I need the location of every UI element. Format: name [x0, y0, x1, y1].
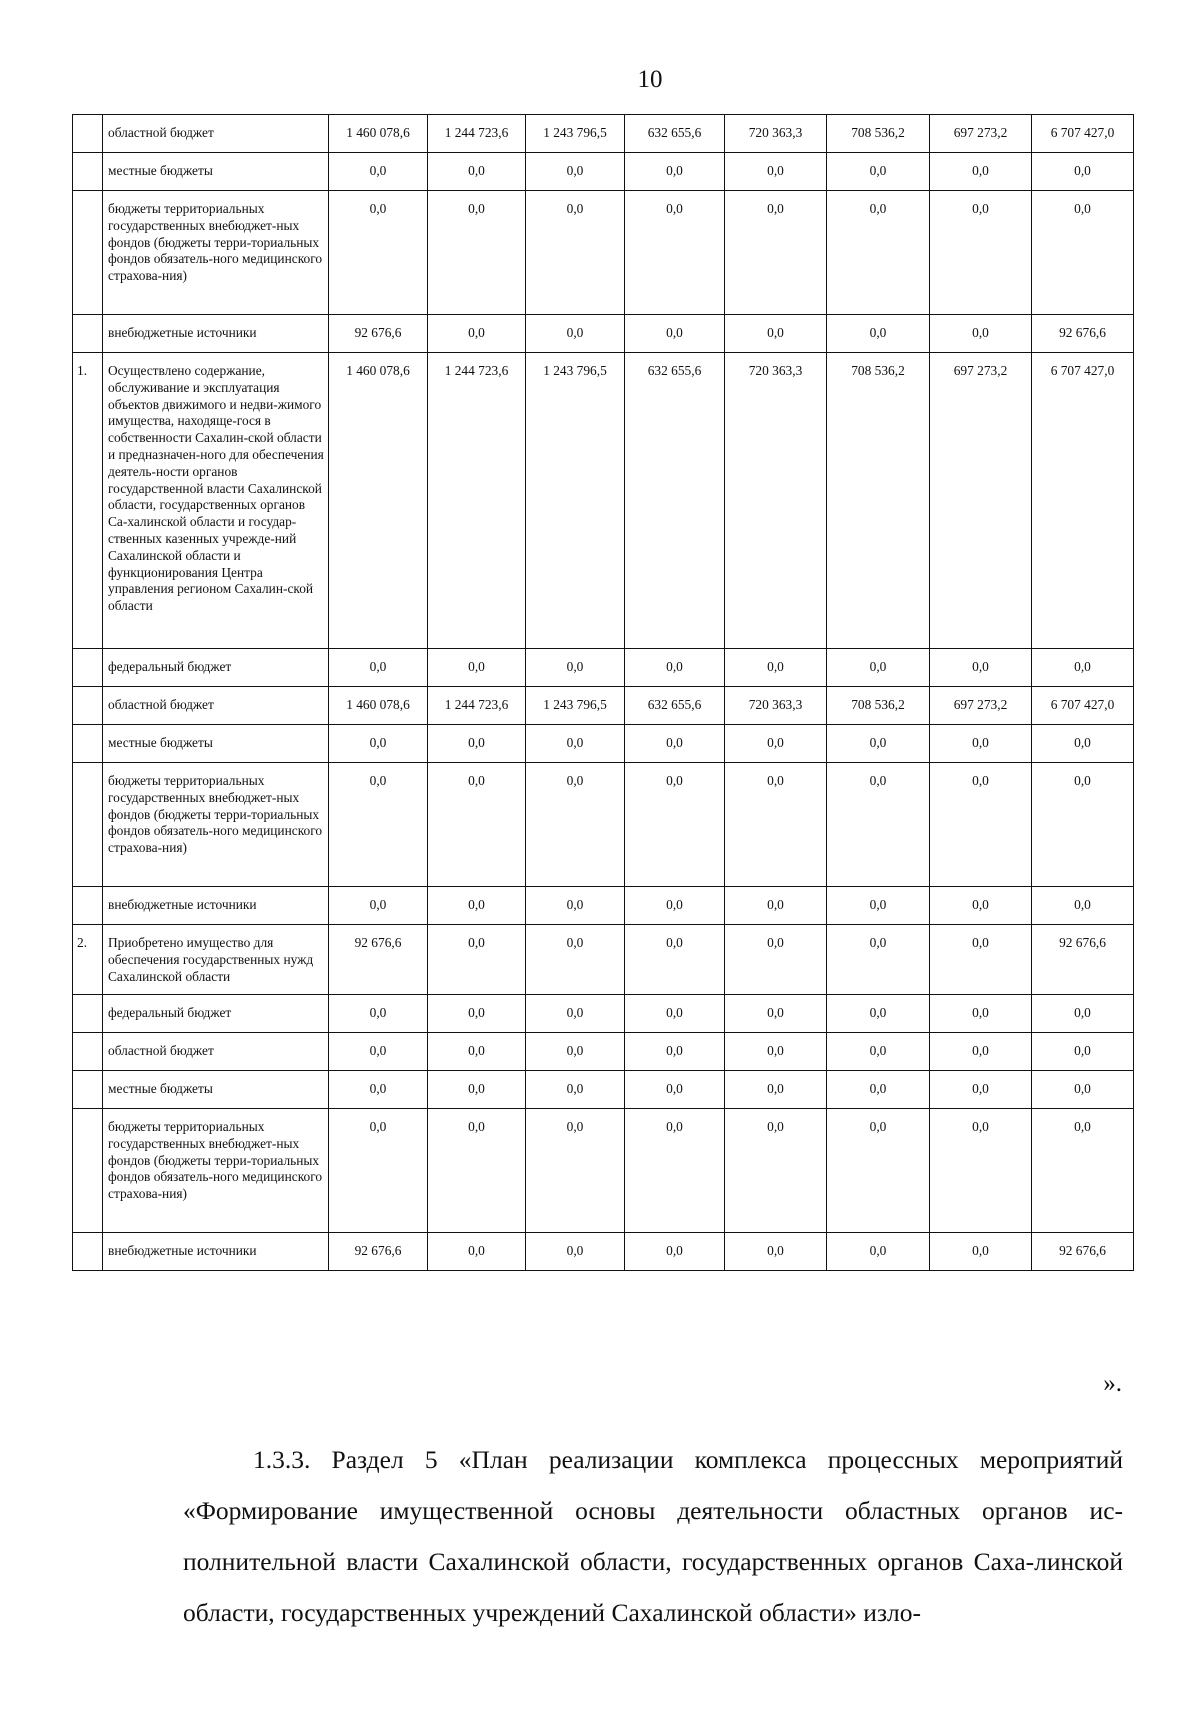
value-cell: 0,0 [725, 1109, 827, 1233]
row-index [73, 1233, 103, 1271]
value-cell: 0,0 [827, 725, 930, 763]
value-cell: 0,0 [827, 1109, 930, 1233]
value-cell: 0,0 [428, 1233, 526, 1271]
value-cell: 0,0 [930, 763, 1032, 887]
value-cell: 92 676,6 [329, 315, 428, 353]
row-label: бюджеты территориальных государственных внебюджет-ных фондов (бюджеты терри-ториальных фондов обязатель-ного медицинского страхова-ния) [103, 763, 329, 887]
table-row [73, 887, 1134, 925]
value-cell: 697 273,2 [930, 353, 1032, 649]
row-label: областной бюджет [103, 687, 329, 725]
value-cell: 0,0 [526, 763, 625, 887]
page-number: 10 [637, 66, 663, 93]
row-label: местные бюджеты [103, 725, 329, 763]
value-cell: 0,0 [827, 763, 930, 887]
value-cell: 0,0 [725, 887, 827, 925]
value-cell: 0,0 [428, 725, 526, 763]
value-cell: 0,0 [526, 315, 625, 353]
value-cell: 0,0 [428, 315, 526, 353]
value-cell: 0,0 [1032, 1033, 1134, 1071]
value-cell: 0,0 [526, 153, 625, 191]
value-cell: 6 707 427,0 [1032, 115, 1134, 153]
table-row [73, 687, 1134, 725]
value-cell: 0,0 [725, 191, 827, 315]
value-cell: 0,0 [1032, 649, 1134, 687]
value-cell: 6 707 427,0 [1032, 353, 1134, 649]
table-row [73, 115, 1134, 153]
value-cell: 0,0 [725, 995, 827, 1033]
value-cell: 0,0 [428, 995, 526, 1033]
row-label: местные бюджеты [103, 1071, 329, 1109]
table-row [73, 1109, 1134, 1233]
value-cell: 0,0 [1032, 725, 1134, 763]
value-cell: 0,0 [930, 649, 1032, 687]
body-paragraph: 1.3.3. Раздел 5 «План реализации комплекса процессных мероприятий «Формирование имущественной основы деятельности областных органов ис-полнительной власти Сахалинской области, государственных органов Саха-линской области, государственных учреждений Сахалинской области» изло- [183, 1444, 1123, 1627]
value-cell: 0,0 [930, 1071, 1032, 1109]
value-cell: 0,0 [526, 925, 625, 995]
value-cell: 0,0 [526, 1033, 625, 1071]
value-cell: 0,0 [329, 763, 428, 887]
table-row [73, 649, 1134, 687]
row-label: бюджеты территориальных государственных внебюджет-ных фондов (бюджеты терри-ториальных фондов обязатель-ного медицинского страхова-ния) [103, 1109, 329, 1233]
row-index [73, 153, 103, 191]
row-label: внебюджетные источники [103, 1233, 329, 1271]
value-cell: 0,0 [725, 1071, 827, 1109]
value-cell: 0,0 [930, 1233, 1032, 1271]
value-cell: 0,0 [725, 1033, 827, 1071]
value-cell: 0,0 [1032, 191, 1134, 315]
value-cell: 720 363,3 [725, 687, 827, 725]
row-label: федеральный бюджет [103, 649, 329, 687]
row-label: областной бюджет [103, 1033, 329, 1071]
row-index: 2. [73, 925, 103, 995]
value-cell: 0,0 [827, 925, 930, 995]
table-row [73, 1233, 1134, 1271]
value-cell: 6 707 427,0 [1032, 687, 1134, 725]
row-index: 1. [73, 353, 103, 649]
value-cell: 0,0 [428, 1071, 526, 1109]
value-cell: 0,0 [930, 995, 1032, 1033]
table-row [73, 925, 1134, 995]
value-cell: 708 536,2 [827, 687, 930, 725]
value-cell: 0,0 [827, 191, 930, 315]
value-cell: 0,0 [725, 315, 827, 353]
value-cell: 0,0 [625, 1033, 725, 1071]
value-cell: 0,0 [827, 995, 930, 1033]
value-cell: 92 676,6 [329, 925, 428, 995]
value-cell: 0,0 [1032, 887, 1134, 925]
value-cell: 1 244 723,6 [428, 687, 526, 725]
value-cell: 1 243 796,5 [526, 353, 625, 649]
value-cell: 0,0 [428, 925, 526, 995]
value-cell: 0,0 [1032, 763, 1134, 887]
value-cell: 0,0 [930, 153, 1032, 191]
value-cell: 0,0 [329, 725, 428, 763]
value-cell: 92 676,6 [1032, 1233, 1134, 1271]
value-cell: 0,0 [1032, 995, 1134, 1033]
value-cell: 0,0 [625, 191, 725, 315]
table-row [73, 763, 1134, 887]
value-cell: 0,0 [827, 887, 930, 925]
value-cell: 697 273,2 [930, 115, 1032, 153]
value-cell: 0,0 [930, 1033, 1032, 1071]
budget-table [72, 114, 1134, 1271]
value-cell: 0,0 [827, 1233, 930, 1271]
value-cell: 0,0 [329, 191, 428, 315]
value-cell: 0,0 [428, 1109, 526, 1233]
value-cell: 0,0 [428, 649, 526, 687]
value-cell: 0,0 [526, 1071, 625, 1109]
row-index [73, 1109, 103, 1233]
value-cell: 0,0 [725, 153, 827, 191]
value-cell: 0,0 [329, 1071, 428, 1109]
table-body [73, 115, 1134, 1271]
row-index [73, 1071, 103, 1109]
value-cell: 0,0 [428, 191, 526, 315]
value-cell: 0,0 [827, 315, 930, 353]
value-cell: 0,0 [725, 1233, 827, 1271]
table-row [73, 315, 1134, 353]
value-cell: 0,0 [827, 153, 930, 191]
row-label: Осуществлено содержание, обслуживание и эксплуатация объектов движимого и недви-жимого имущества, находяще-гося в собственности Сахалин-ской области и предназначен-ного для обеспечения деятель-ности органов государственной власти Сахалинской области, государственных органов Са-халинской области и государ-ственных казенных учрежде-ний Сахалинской области и функционирования Центра управления регионом Сахалин-ской области [103, 353, 329, 649]
value-cell: 0,0 [1032, 1109, 1134, 1233]
value-cell: 632 655,6 [625, 115, 725, 153]
value-cell: 92 676,6 [1032, 315, 1134, 353]
row-index [73, 995, 103, 1033]
row-label: Приобретено имущество для обеспечения государственных нужд Сахалинской области [103, 925, 329, 995]
value-cell: 0,0 [428, 153, 526, 191]
row-label: областной бюджет [103, 115, 329, 153]
value-cell: 92 676,6 [329, 1233, 428, 1271]
value-cell: 0,0 [625, 763, 725, 887]
value-cell: 1 244 723,6 [428, 353, 526, 649]
value-cell: 0,0 [930, 315, 1032, 353]
value-cell: 0,0 [526, 1233, 625, 1271]
value-cell: 0,0 [625, 1109, 725, 1233]
value-cell: 0,0 [329, 887, 428, 925]
row-index [73, 315, 103, 353]
value-cell: 0,0 [625, 725, 725, 763]
row-index [73, 191, 103, 315]
value-cell: 0,0 [625, 315, 725, 353]
value-cell: 1 460 078,6 [329, 115, 428, 153]
value-cell: 0,0 [930, 725, 1032, 763]
value-cell: 0,0 [526, 191, 625, 315]
value-cell: 0,0 [827, 649, 930, 687]
value-cell: 1 244 723,6 [428, 115, 526, 153]
row-index [73, 115, 103, 153]
value-cell: 708 536,2 [827, 353, 930, 649]
table-row [73, 153, 1134, 191]
value-cell: 720 363,3 [725, 115, 827, 153]
row-label: бюджеты территориальных государственных внебюджет-ных фондов (бюджеты терри-ториальных фондов обязатель-ного медицинского страхова-ния) [103, 191, 329, 315]
value-cell: 0,0 [625, 649, 725, 687]
value-cell: 0,0 [428, 887, 526, 925]
value-cell: 0,0 [930, 887, 1032, 925]
value-cell: 632 655,6 [625, 687, 725, 725]
table-row [73, 725, 1134, 763]
value-cell: 0,0 [329, 649, 428, 687]
value-cell: 0,0 [930, 925, 1032, 995]
value-cell: 1 243 796,5 [526, 115, 625, 153]
value-cell: 0,0 [930, 1109, 1032, 1233]
value-cell: 0,0 [428, 763, 526, 887]
value-cell: 0,0 [329, 1033, 428, 1071]
value-cell: 0,0 [625, 995, 725, 1033]
value-cell: 0,0 [625, 1071, 725, 1109]
value-cell: 632 655,6 [625, 353, 725, 649]
table-row [73, 1033, 1134, 1071]
row-index [73, 763, 103, 887]
value-cell: 0,0 [625, 887, 725, 925]
row-index [73, 649, 103, 687]
value-cell: 0,0 [625, 925, 725, 995]
value-cell: 0,0 [526, 887, 625, 925]
value-cell: 0,0 [428, 1033, 526, 1071]
value-cell: 1 460 078,6 [329, 353, 428, 649]
value-cell: 0,0 [329, 1109, 428, 1233]
value-cell: 1 460 078,6 [329, 687, 428, 725]
value-cell: 0,0 [526, 995, 625, 1033]
value-cell: 0,0 [827, 1033, 930, 1071]
value-cell: 0,0 [625, 153, 725, 191]
value-cell: 0,0 [725, 725, 827, 763]
row-label: федеральный бюджет [103, 995, 329, 1033]
row-index [73, 1033, 103, 1071]
row-label: внебюджетные источники [103, 887, 329, 925]
value-cell: 0,0 [725, 763, 827, 887]
value-cell: 0,0 [526, 649, 625, 687]
closing-quote: ». [1103, 1370, 1122, 1397]
row-label: местные бюджеты [103, 153, 329, 191]
value-cell: 0,0 [1032, 1071, 1134, 1109]
row-index [73, 887, 103, 925]
value-cell: 0,0 [329, 995, 428, 1033]
value-cell: 1 243 796,5 [526, 687, 625, 725]
value-cell: 0,0 [725, 649, 827, 687]
row-index [73, 725, 103, 763]
table-row [73, 353, 1134, 649]
table-row [73, 995, 1134, 1033]
value-cell: 0,0 [526, 1109, 625, 1233]
row-index [73, 687, 103, 725]
value-cell: 92 676,6 [1032, 925, 1134, 995]
value-cell: 0,0 [625, 1233, 725, 1271]
value-cell: 0,0 [329, 153, 428, 191]
value-cell: 0,0 [1032, 153, 1134, 191]
value-cell: 0,0 [827, 1071, 930, 1109]
value-cell: 0,0 [930, 191, 1032, 315]
value-cell: 0,0 [725, 925, 827, 995]
value-cell: 720 363,3 [725, 353, 827, 649]
value-cell: 708 536,2 [827, 115, 930, 153]
table-row [73, 191, 1134, 315]
value-cell: 0,0 [526, 725, 625, 763]
value-cell: 697 273,2 [930, 687, 1032, 725]
row-label: внебюджетные источники [103, 315, 329, 353]
table-row [73, 1071, 1134, 1109]
